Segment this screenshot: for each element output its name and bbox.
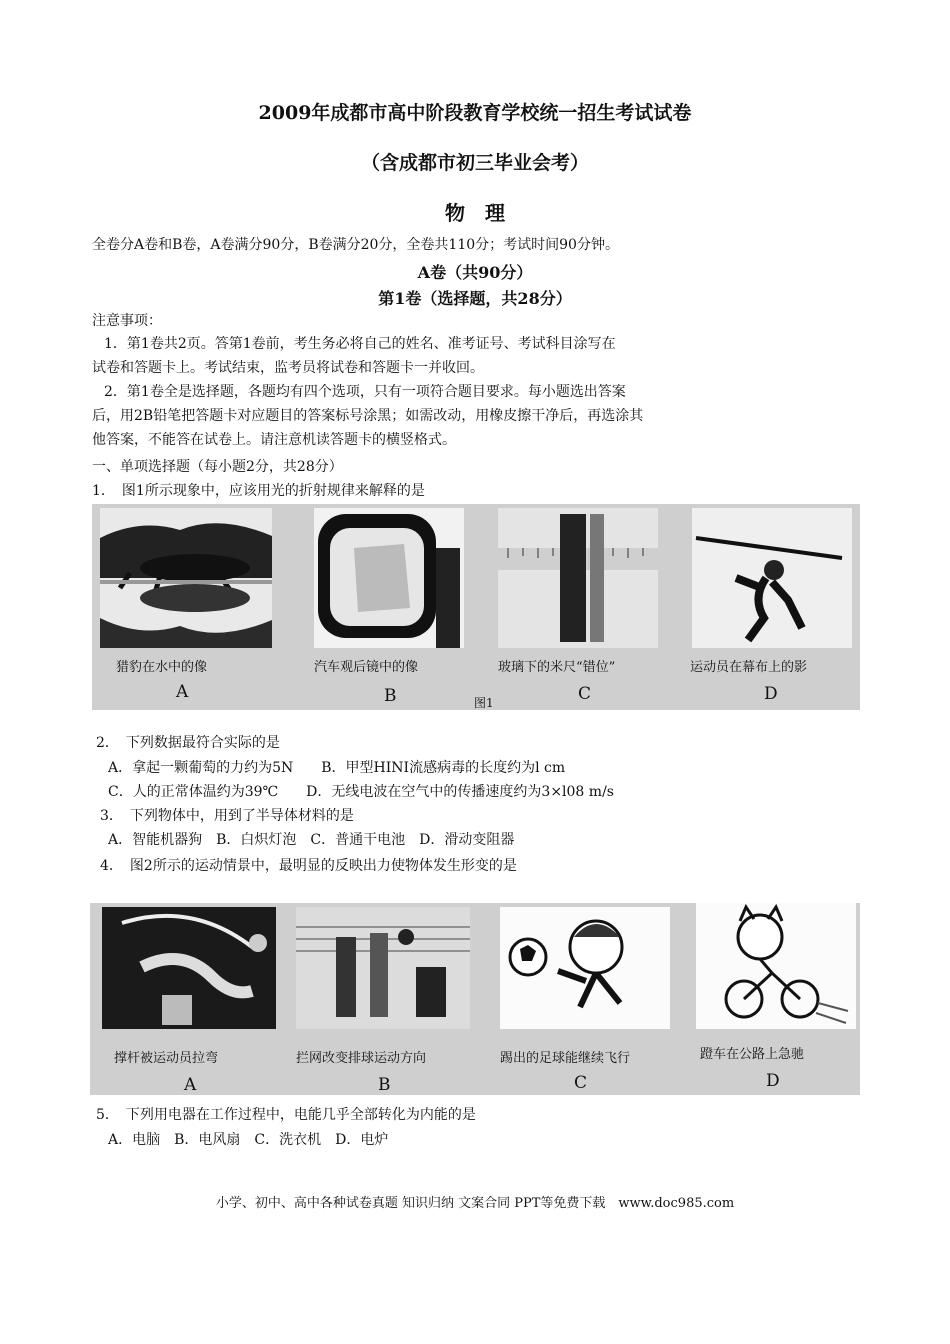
figure-2-letter-c: C: [574, 1073, 588, 1093]
figure-2-letter-a: A: [184, 1075, 197, 1095]
subject-title: 物 理: [445, 201, 505, 225]
figure-1-panel-b-image: [314, 508, 464, 648]
part-1-heading: 第1卷（选择题，共28分）: [378, 289, 572, 308]
question-4: 4． 图2所示的运动情景中，最明显的反映出力使物体发生形变的是: [100, 858, 517, 874]
notes-line: 他答案，不能答在试卷上。请注意机读答题卡的横竖格式。: [92, 432, 456, 448]
figure-1-letter-d: D: [764, 684, 778, 704]
figure-2-caption-a: 撑杆被运动员拉弯: [114, 1051, 219, 1066]
figure-2-letter-d: D: [766, 1071, 780, 1091]
figure-1-letter-a: A: [176, 682, 189, 702]
exam-subtitle: （含成都市初三毕业会考）: [360, 152, 589, 174]
notes-heading: 注意事项：: [92, 313, 162, 329]
question-5: 5． 下列用电器在工作过程中，电能几乎全部转化为内能的是: [96, 1107, 476, 1123]
figure-1-panel-d-image: [692, 508, 852, 648]
notes-line: 后，用2B铅笔把答题卡对应题目的答案标号涂黑；如需改动，用橡皮擦干净后，再选涂其: [92, 408, 644, 424]
figure-1-caption-c: 玻璃下的米尺“错位”: [498, 660, 616, 675]
figure-1-letter-b: B: [384, 686, 397, 706]
question-3-options: A．智能机器狗 B．白炽灯泡 C．普通干电池 D．滑动变阻器: [108, 832, 515, 848]
exam-intro: 全卷分A卷和B卷，A卷满分90分，B卷满分20分，全卷共110分；考试时间90分钟。: [92, 237, 619, 253]
section-one-heading: 一、单项选择题（每小题2分，共28分）: [92, 459, 343, 475]
section-a-heading: A卷（共90分）: [417, 263, 533, 282]
figure-2-panel-d-image: [696, 903, 856, 1029]
notes-line: 1．第1卷共2页。答第1卷前，考生务必将自己的姓名、准考证号、考试科目涂写在: [104, 336, 616, 352]
question-1: 1． 图1所示现象中，应该用光的折射规律来解释的是: [92, 483, 425, 499]
figure-1-panel-a-image: [100, 508, 272, 648]
page-footer: 小学、初中、高中各种试卷真题 知识归纳 文案合同 PPT等免费下载 www.doc985.com: [215, 1196, 735, 1211]
figure-2-caption-b: 拦网改变排球运动方向: [296, 1051, 427, 1066]
notes-line: 试卷和答题卡上。考试结束，监考员将试卷和答题卡一并收回。: [92, 360, 484, 376]
figure-1-caption-d: 运动员在幕布上的影: [690, 660, 808, 675]
figure-2-letter-b: B: [378, 1075, 391, 1095]
figure-1-letter-c: C: [578, 684, 592, 704]
question-3: 3． 下列物体中，用到了半导体材料的是: [100, 808, 354, 824]
notes-line: 2．第1卷全是选择题，各题均有四个选项，只有一项符合题目要求。每小题选出答案: [104, 384, 626, 400]
figure-2: [90, 903, 860, 1095]
figure-2-caption-d: 蹬车在公路上急驰: [700, 1047, 805, 1062]
figure-2-caption-c: 踢出的足球能继续飞行: [500, 1051, 631, 1066]
exam-title: 2009年成都市高中阶段教育学校统一招生考试试卷: [258, 102, 692, 124]
figure-2-panel-c-image: [500, 907, 670, 1029]
figure-1-caption-b: 汽车观后镜中的像: [314, 660, 419, 675]
question-2-options-ab: A．拿起一颗葡萄的力约为5N B．甲型HINI流感病毒的长度约为l cm: [108, 760, 566, 776]
figure-2-panel-a-image: [102, 907, 276, 1029]
figure-1: [92, 504, 860, 710]
question-5-options: A．电脑 B．电风扇 C．洗衣机 D．电炉: [108, 1132, 389, 1148]
question-2: 2． 下列数据最符合实际的是: [96, 735, 280, 751]
figure-1-caption-a: 猎豹在水中的像: [116, 660, 208, 675]
question-2-options-cd: C．人的正常体温约为39℃ D．无线电波在空气中的传播速度约为3×l08 m/s: [108, 784, 614, 800]
figure-1-label: 图1: [474, 696, 494, 710]
figure-1-panel-c-image: [498, 508, 658, 648]
figure-2-panel-b-image: [296, 907, 470, 1029]
